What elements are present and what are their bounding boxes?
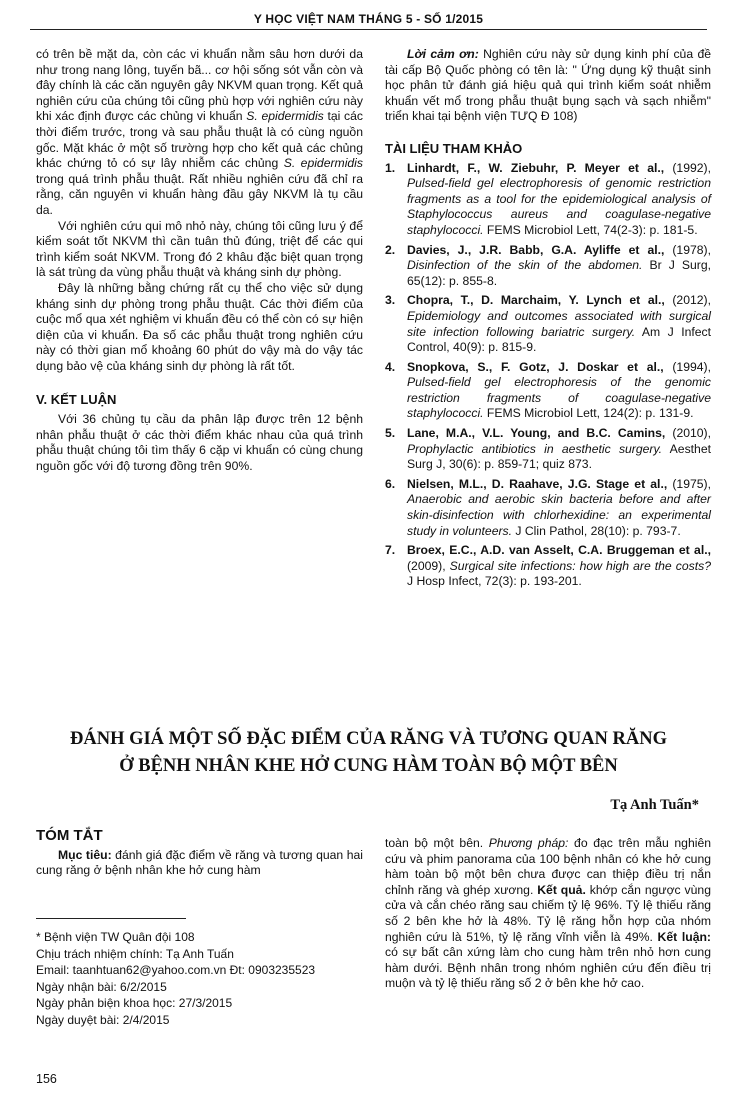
reference-year: (1992), bbox=[664, 160, 711, 175]
reference-number: 5. bbox=[385, 426, 396, 441]
reference-authors: Chopra, T., D. Marchaim, Y. Lynch et al., bbox=[407, 293, 665, 308]
reference-year: (2009), bbox=[407, 558, 450, 573]
references-heading: TÀI LIỆU THAM KHẢO bbox=[385, 140, 523, 156]
conclusion-heading: V. KẾT LUẬN bbox=[36, 392, 117, 408]
footnote-received: Ngày nhận bài: 6/2/2015 bbox=[36, 979, 167, 994]
reference-year: (1978), bbox=[664, 242, 711, 257]
reference-authors: Broex, E.C., A.D. van Asselt, C.A. Bruggeman et al., bbox=[407, 543, 711, 558]
reference-authors: Linhardt, F., W. Ziebuhr, P. Meyer et al., bbox=[407, 160, 665, 175]
reference-title: Prophylactic antibiotics in aesthetic surgery. bbox=[407, 441, 663, 456]
article-title: ĐÁNH GIÁ MỘT SỐ ĐẶC ĐIỂM CỦA RĂNG VÀ TƯƠNG QUAN RĂNG Ở BỆNH NHÂN KHE HỞ CUNG HÀM TOÀN BỘ MỘT BÊN bbox=[70, 729, 667, 776]
page-number: 156 bbox=[36, 1072, 57, 1086]
acknowledgement: Lời cảm ơn: Nghiên cứu này sử dụng kinh phí của đề tài cấp Bộ Quốc phòng có tên là: " Ứng dụng kỹ thuật sinh học phân tử đánh giá hiệu quả qui trình kiểm soát nhiễm khuẩn vết mổ trong phẫu thuật bụng sạch và sạch nhiễm" triển khai tại bệnh viện TƯQ Đ 108) bbox=[385, 47, 711, 124]
author-footnote bbox=[36, 918, 363, 1028]
reference-title: Epidemiology and outcomes associated with surgical site infection following bariatric surgery. bbox=[407, 308, 711, 339]
abstract-continuation: toàn bộ một bên. Phương pháp: đo đạc trên mẫu nghiên cứu và phim panorama của 100 bệnh nhân có khe hở cung hàm toàn bộ một bên chưa được can thiệp điều trị nắn chỉnh răng và ghép xương. Kết quả. khớp cắn ngược vùng cửa và cắn chéo răng sau chiếm tỷ lệ 96%. Tỷ lệ thiếu răng số 2 bên khe hở là 48%. Tỷ lệ răng hỗn hợp của nhóm nghiên cứu là 51%, tỷ lệ răng vĩnh viễn là 49%. Kết luận: có sự bất cân xứng làm cho cung hàm trên nhỏ hơn cung hàm dưới. Bệnh nhân trong nhóm nghiên cứu đến điều trị muộn và tỷ lệ thiếu răng số 2 ở bên khe hở cao. bbox=[385, 836, 711, 991]
references-list bbox=[385, 161, 711, 590]
reference-authors: Davies, J., J.R. Babb, G.A. Ayliffe et al., bbox=[407, 242, 665, 257]
reference-year: (1994), bbox=[663, 359, 711, 374]
footnote-responsible: Chịu trách nhiệm chính: Tạ Anh Tuấn bbox=[36, 946, 234, 961]
author-name: Tạ Anh Tuấn* bbox=[610, 797, 699, 813]
reference-number: 2. bbox=[385, 242, 396, 257]
reference-item bbox=[385, 477, 711, 539]
reference-authors: Lane, M.A., V.L. Young, and B.C. Camins, bbox=[407, 426, 666, 441]
footnote-accepted: Ngày duyệt bài: 2/4/2015 bbox=[36, 1012, 170, 1027]
reference-source: Br J Surg, 65(12): p. 855-8. bbox=[407, 258, 711, 288]
footnote-email: Email: taanhtuan62@yahoo.com.vn Đt: 0903235523 bbox=[36, 963, 316, 977]
reference-year: (2012), bbox=[664, 293, 711, 308]
footnote-reviewed: Ngày phản biện khoa học: 27/3/2015 bbox=[36, 996, 233, 1010]
reference-title: Disinfection of the skin of the abdomen. bbox=[407, 258, 643, 273]
reference-number: 1. bbox=[385, 160, 396, 175]
reference-source: FEMS Microbiol Lett, 124(2): p. 131-9. bbox=[483, 406, 694, 421]
abstract-right bbox=[385, 836, 711, 992]
reference-source: Am J Infect Control, 40(9): p. 815-9. bbox=[407, 324, 712, 355]
discussion-paragraph-1: có trên bề mặt da, còn các vi khuẩn nằm sâu hơn dưới da như trong nang lông, tuyến bã... cơ hội sống sót vẫn còn và đây chính là các căn nguyên gây NKVM quan trọng. Kết quả nghiên cứu của chúng tôi cũng phù hợp với nghiên cứu này khi xác định được các chủng vi khuẩn S. epidermidis tại các thời điểm trước, trong và sau phẫu thuật là có cùng nguồn gốc. Mặt khác ở một số trường hợp cho kết quả các chủng khác chứng tỏ có sự lây nhiễm các chủng S. epidermidis trong quá trình phẫu thuật. Rất nhiều nghiên cứu đã chỉ ra rằng, căn nguyên vi khuẩn hàng đầu gây NKVM là tụ cầu da. bbox=[36, 47, 363, 217]
reference-item bbox=[385, 293, 711, 355]
reference-item bbox=[385, 543, 711, 590]
reference-authors: Snopkova, S., F. Gotz, J. Doskar et al., bbox=[407, 359, 664, 374]
reference-year: (1975), bbox=[667, 476, 711, 491]
abstract-left bbox=[36, 828, 363, 879]
reference-item bbox=[385, 161, 711, 239]
abstract-aim: Mục tiêu: đánh giá đặc điểm về răng và tương quan hai cung răng ở bệnh nhân khe hở cung hàm bbox=[36, 847, 363, 878]
reference-source: J Clin Pathol, 28(10): p. 793-7. bbox=[512, 523, 681, 538]
reference-title: Surgical site infections: how high are the costs? bbox=[449, 558, 711, 573]
reference-number: 4. bbox=[385, 359, 396, 374]
reference-item bbox=[385, 426, 711, 473]
footnote-rule bbox=[36, 918, 186, 919]
reference-number: 7. bbox=[385, 543, 396, 558]
reference-year: (2010), bbox=[665, 426, 711, 441]
journal-header: Y HỌC VIỆT NAM THÁNG 5 - SỐ 1/2015 bbox=[30, 12, 707, 30]
reference-number: 3. bbox=[385, 293, 396, 308]
reference-source: J Hosp Infect, 72(3): p. 193-201. bbox=[407, 574, 582, 589]
conclusion-paragraph: Với 36 chủng tụ cầu da phân lập được trên 12 bệnh nhân phẫu thuật ở các thời điểm khác nhau của quá trình phẫu thuật chúng tôi tìm thấy 6 cặp vi khuẩn có cùng chung nguồn gốc với độ tương đồng trên 90%. bbox=[36, 412, 363, 473]
right-column bbox=[385, 47, 711, 594]
reference-source: Aesthet Surg J, 30(6): p. 859-71; quiz 873. bbox=[407, 441, 711, 472]
reference-number: 6. bbox=[385, 476, 396, 491]
abstract-heading: TÓM TẮT bbox=[36, 827, 103, 844]
reference-title: Anaerobic and aerobic skin bacteria before and after skin-disinfection with chlorhexidine: an experimental study in volunteers. bbox=[407, 492, 711, 538]
left-column bbox=[36, 47, 363, 474]
reference-title: Pulsed-field gel electrophoresis of genomic restriction fragments as a tool for the epidemiological analysis of Staphylococcus aureus and coagulase-negative staphylococci. bbox=[407, 176, 711, 237]
discussion-paragraph-2: Với nghiên cứu qui mô nhỏ này, chúng tôi cũng lưu ý để kiểm soát tốt NKVM thì cần tuân thủ đúng, triệt để các qui trình kiểm soát NKVM. Trong đó 2 khâu đặc biệt quan trọng là sát trùng da vùng phẫu thuật và kháng sinh dự phòng. bbox=[36, 218, 363, 280]
discussion-paragraph-3: Đây là những bằng chứng rất cụ thể cho việc sử dụng kháng sinh dự phòng trong phẫu thuật. Các thời điểm của cuộc mổ qua xét nghiệm vi khuẩn đều có thể còn có sự hiện diện của vi khuẩn. Đa số các phẫu thuật trong nghiên cứu này có thời gian mổ khoảng 60 phút do vậy mà do vậy tác dụng bảo vệ của kháng sinh dự phòng là rất tốt. bbox=[36, 280, 363, 373]
reference-item bbox=[385, 243, 711, 290]
reference-item bbox=[385, 360, 711, 422]
reference-authors: Nielsen, M.L., D. Raahave, J.G. Stage et al., bbox=[407, 476, 668, 491]
reference-title: Pulsed-field gel electrophoresis of the genomic restriction fragments of coagulase-negative staphylococci. bbox=[407, 375, 711, 421]
reference-source: FEMS Microbiol Lett, 74(2-3): p. 181-5. bbox=[483, 222, 698, 237]
footnote-affiliation: * Bệnh viện TW Quân đội 108 bbox=[36, 930, 195, 944]
